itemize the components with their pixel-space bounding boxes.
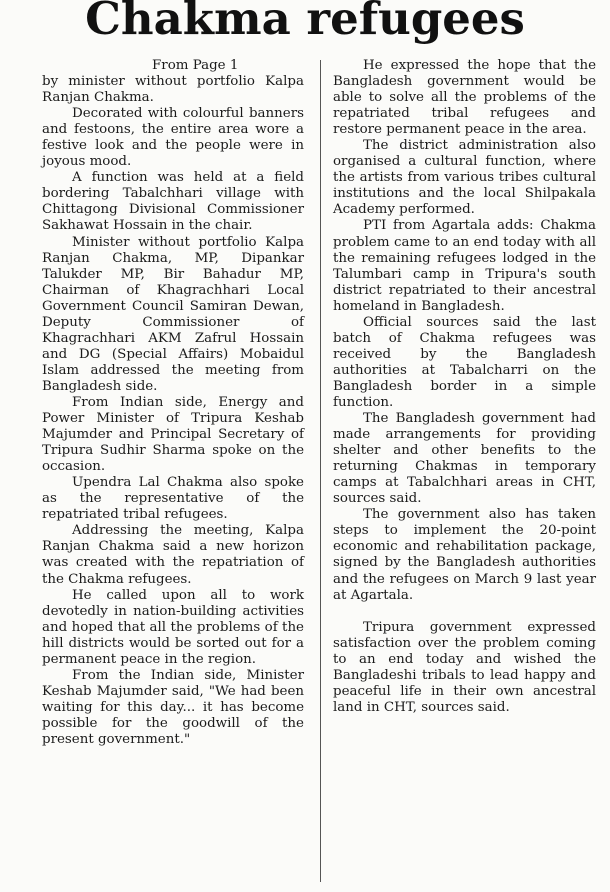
article-column-left	[42, 58, 304, 748]
paragraph: Addressing the meeting, Kalpa Ranjan Chakma said a new horizon was created with the repatriation of the Chakma refugees.	[42, 523, 304, 587]
paragraph: He expressed the hope that the Bangladesh government would be able to solve all the problems of the repatriated tribal refugees and restore permanent peace in the area.	[333, 58, 596, 138]
article-column-right	[333, 58, 596, 716]
paragraph: Decorated with colourful banners and festoons, the entire area wore a festive look and the people were in joyous mood.	[42, 106, 304, 170]
paragraph: The Bangladesh government had made arrangements for providing shelter and other benefits to the returning Chakmas in temporary camps at Tabalchhari areas in CHT, sources said.	[333, 411, 596, 507]
paragraph: Official sources said the last batch of Chakma refugees was received by the Bangladesh authorities at Tabalcharri on the Bangladesh border in a simple function.	[333, 314, 596, 410]
paragraph: Tripura government expressed satisfaction over the problem coming to an end today and wished the Bangladeshi tribals to lead happy and peaceful life in their own ancestral land in CHT, sources said.	[333, 619, 596, 715]
column-divider	[320, 60, 321, 882]
paragraph: He called upon all to work devotedly in nation-building activities and hoped that all the problems of the hill districts would be sorted out for a permanent peace in the region.	[42, 587, 304, 667]
paragraph: From Indian side, Energy and Power Minister of Tripura Keshab Majumder and Principal Secretary of Tripura Sudhir Sharma spoke on the occasion.	[42, 394, 304, 475]
continued-from-label: From Page 1	[152, 58, 239, 73]
paragraph: PTI from Agartala adds: Chakma problem came to an end today with all the remaining refugees lodged in the Talumbari camp in Tripura's south district repatriated to their ancestral homeland in Bangladesh.	[333, 218, 596, 314]
paragraph: From the Indian side, Minister Keshab Majumder said, "We had been waiting for this day... it has become possible for the goodwill of the present government."	[42, 667, 304, 747]
paragraph: The government also has taken steps to implement the 20-point economic and rehabilitation package, signed by the Bangladesh authorities and the refugees on March 9 last year at Agartala.	[333, 507, 596, 603]
paragraph: The district administration also organised a cultural function, where the artists from various tribes cultural institutions and the local Shilpakala Academy performed.	[333, 138, 596, 218]
paragraph: Minister without portfolio Kalpa Ranjan Chakma, MP, Dipankar Talukder MP, Bir Bahadur MP, Chairman of Khagrachhari Local Government Council Samiran Dewan, Deputy Commissioner of Khagrachhari AKM Zafrul Hossain and DG (Special Affairs) Mobaidul Islam addressed the meeting from Bangladesh side.	[42, 234, 304, 394]
paragraph: A function was held at a field bordering Tabalchhari village with Chittagong Divisional Commissioner Sakhawat Hossain in the chair.	[42, 170, 304, 234]
headline: Chakma refugees	[85, 0, 525, 45]
paragraph: by minister without portfolio Kalpa Ranjan Chakma.	[42, 74, 304, 106]
paragraph: Upendra Lal Chakma also spoke as the representative of the repatriated tribal refugees.	[42, 475, 304, 523]
